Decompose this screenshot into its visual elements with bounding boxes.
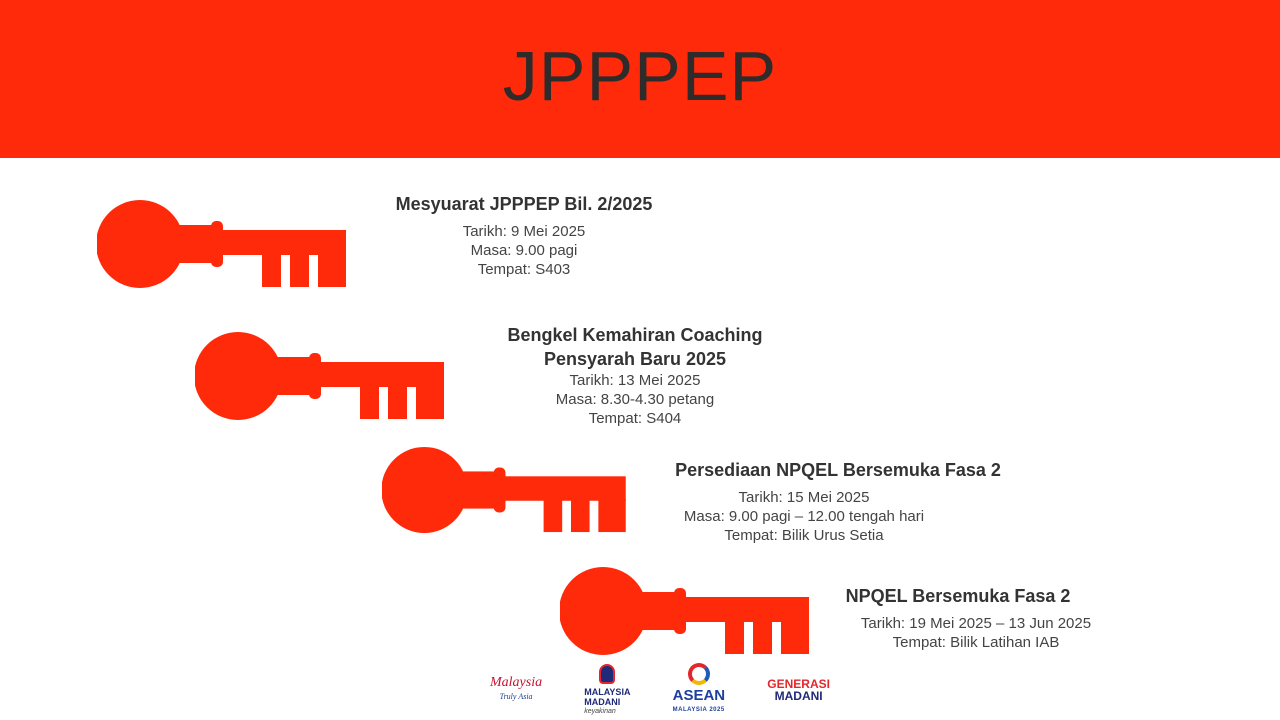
event-venue: Tempat: S404 xyxy=(588,410,682,427)
malaysia-madani-logo xyxy=(584,664,630,717)
event-date: Tarikh: 15 Mei 2025 xyxy=(738,489,870,506)
footer-logos xyxy=(490,668,830,715)
event-time: Masa: 9.00 pagi – 12.00 tengah hari xyxy=(683,508,925,525)
event-date: Tarikh: 19 Mei 2025 – 13 Jun 2025 xyxy=(860,615,1092,632)
event-venue: Tempat: Bilik Latihan IAB xyxy=(892,634,1060,651)
key-icon xyxy=(195,331,445,421)
visit-malaysia-logo xyxy=(490,676,542,704)
key-icon xyxy=(97,199,347,289)
event-details xyxy=(654,488,954,545)
asean-ring-icon xyxy=(688,663,710,685)
asean-text: ASEAN xyxy=(672,686,726,704)
event-title: Bengkel Kemahiran Coaching xyxy=(507,325,763,345)
event-title: NPQEL Bersemuka Fasa 2 xyxy=(845,586,1071,606)
event-time: Masa: 8.30-4.30 petang xyxy=(555,391,715,408)
madani-line2: MADANI xyxy=(584,696,621,707)
key-icon xyxy=(382,446,627,534)
asean-subtext: MALAYSIA 2025 xyxy=(672,706,725,713)
event-title: Pensyarah Baru 2025 xyxy=(543,349,727,369)
event-details xyxy=(826,614,1126,652)
visit-malaysia-tagline: Truly Asia xyxy=(499,692,533,701)
event-venue: Tempat: S403 xyxy=(477,261,571,278)
event-date: Tarikh: 13 Mei 2025 xyxy=(569,372,701,389)
event-block xyxy=(374,192,674,279)
event-venue: Tempat: Bilik Urus Setia xyxy=(724,527,884,544)
generasi-madani-text: MADANI xyxy=(774,689,823,703)
madani-line1: MALAYSIA xyxy=(584,686,631,697)
event-block xyxy=(658,458,1018,482)
event-date: Tarikh: 9 Mei 2025 xyxy=(462,223,586,240)
title-banner xyxy=(0,0,1280,158)
generasi-text: GENERASI xyxy=(767,677,830,691)
event-title: Persediaan NPQEL Bersemuka Fasa 2 xyxy=(675,460,1001,480)
madani-emblem-icon xyxy=(599,664,615,684)
key-icon xyxy=(560,566,810,656)
event-time: Masa: 9.00 pagi xyxy=(470,242,578,259)
event-block xyxy=(485,323,785,428)
madani-line3: keyakinan xyxy=(584,707,616,715)
visit-malaysia-text: Malaysia xyxy=(490,675,543,690)
slide-title: JPPPEP xyxy=(502,37,778,115)
generasi-madani-logo xyxy=(767,678,830,702)
asean-malaysia-logo xyxy=(673,663,726,718)
event-title: Mesyuarat JPPPEP Bil. 2/2025 xyxy=(395,194,653,214)
event-block xyxy=(808,584,1108,608)
